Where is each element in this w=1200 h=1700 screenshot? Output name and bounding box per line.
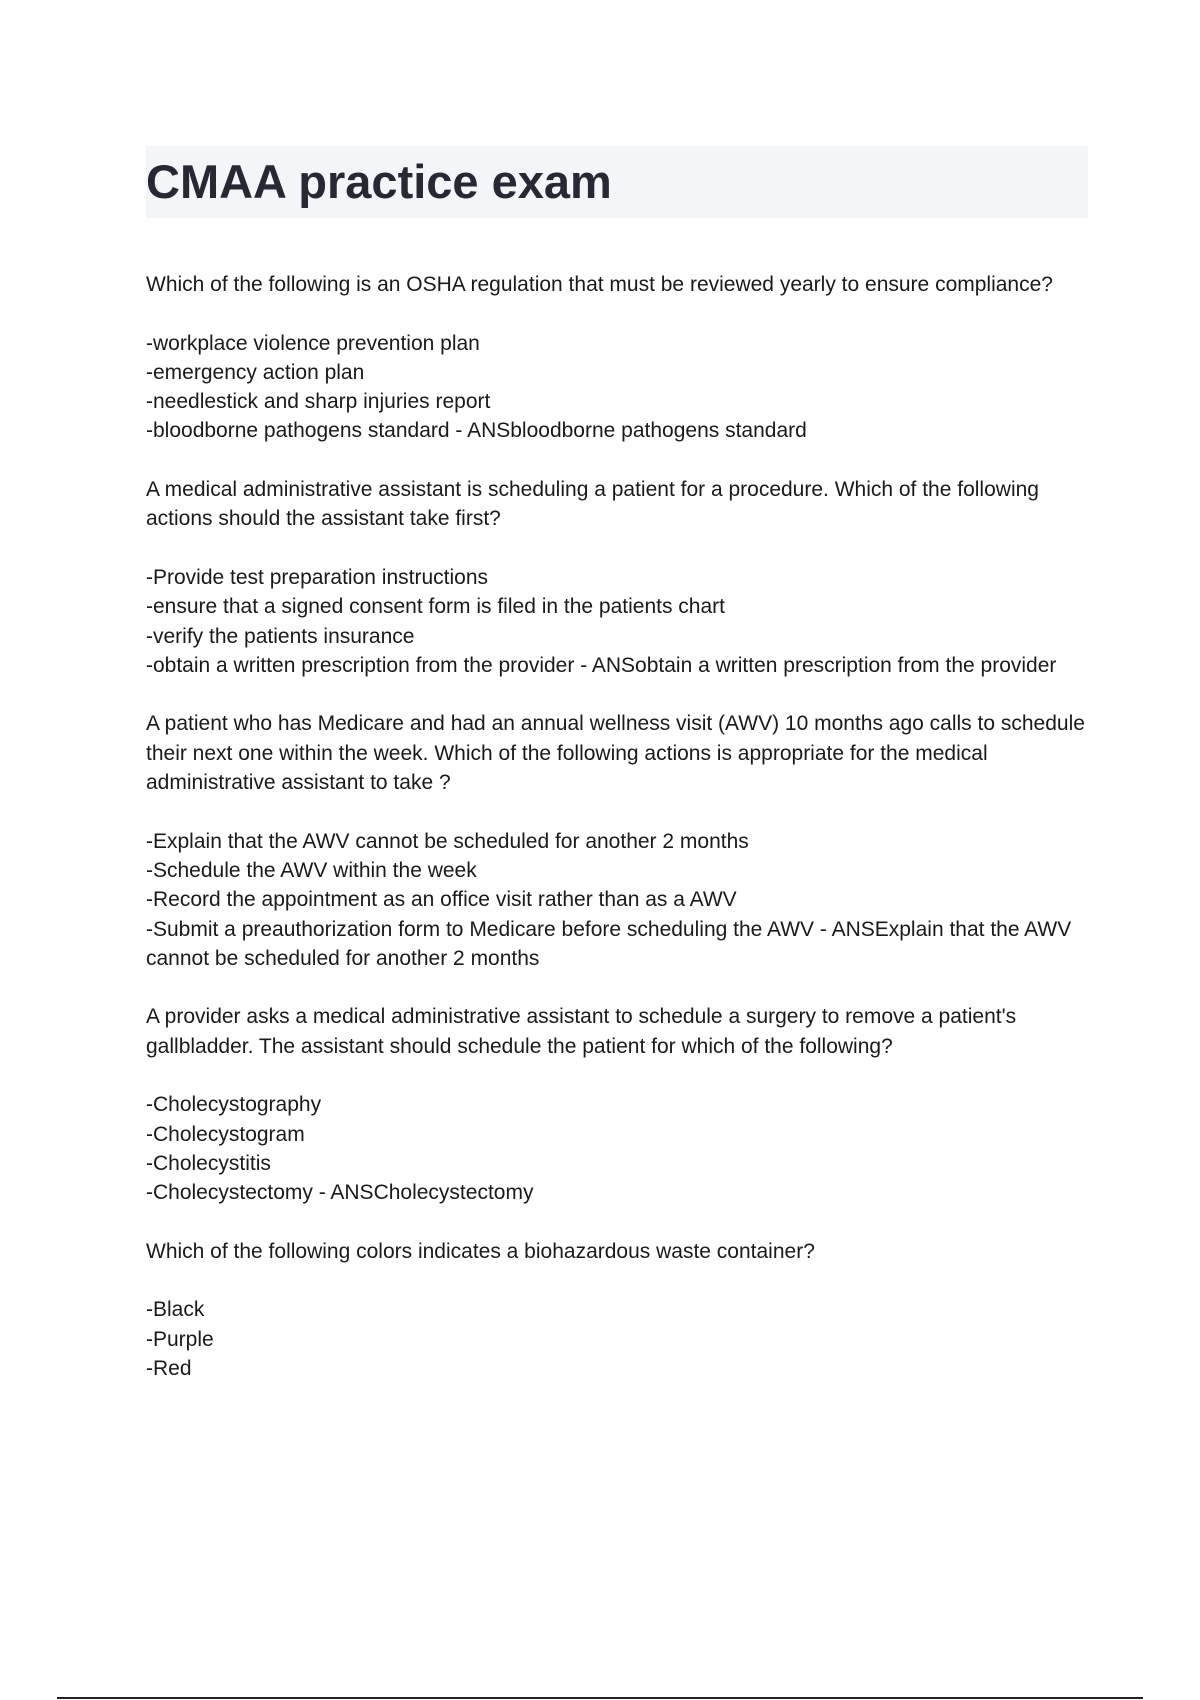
option-item-with-answer: -Cholecystectomy - ANSCholecystectomy	[146, 1181, 534, 1205]
option-item: -Black	[146, 1298, 205, 1322]
option-item-with-answer: -bloodborne pathogens standard - ANSbloodborne pathogens standard	[146, 419, 807, 443]
option-item: -Red	[146, 1356, 192, 1380]
option-item: -ensure that a signed consent form is filed in the patients chart	[146, 595, 725, 619]
option-item: -Purple	[146, 1327, 214, 1351]
question-2-options	[146, 563, 1088, 680]
document-body	[146, 270, 1088, 1413]
option-item: -emergency action plan	[146, 360, 365, 384]
option-item: -Explain that the AWV cannot be scheduled for another 2 months	[146, 829, 749, 853]
question-1-prompt: Which of the following is an OSHA regulation that must be reviewed yearly to ensure compliance?	[146, 273, 1053, 296]
title-banner	[146, 146, 1088, 218]
question-1-options	[146, 329, 1088, 446]
option-item: -Cholecystogram	[146, 1122, 305, 1146]
option-item-with-answer: -Submit a preauthorization form to Medicare before scheduling the AWV - ANSExplain that the AWV cannot be scheduled for another 2 months	[146, 917, 1072, 970]
page-title: CMAA practice exam	[146, 155, 612, 208]
question-4-prompt: A provider asks a medical administrative assistant to schedule a surgery to remove a patient's gallbladder. The assistant should schedule the patient for which of the following?	[146, 1005, 1017, 1058]
question-4-options	[146, 1090, 1088, 1207]
question-5-prompt: Which of the following colors indicates a biohazardous waste container?	[146, 1239, 815, 1263]
option-item: -Cholecystography	[146, 1093, 322, 1117]
option-item: -Schedule the AWV within the week	[146, 858, 477, 882]
option-item: -workplace violence prevention plan	[146, 331, 480, 355]
option-item: -Record the appointment as an office visit rather than as a AWV	[146, 888, 737, 912]
question-3-options	[146, 827, 1088, 973]
option-item: -verify the patients insurance	[146, 624, 415, 648]
option-item-with-answer: -obtain a written prescription from the provider - ANSobtain a written prescription from the provider	[146, 653, 1057, 677]
question-2-prompt: A medical administrative assistant is scheduling a patient for a procedure. Which of the following actions should the assistant take first?	[146, 478, 1039, 531]
page-bottom-divider	[57, 1697, 1143, 1699]
question-3-prompt: A patient who has Medicare and had an annual wellness visit (AWV) 10 months ago calls to schedule their next one within the week. Which of the following actions is appropriate for the medical administrative assistant to take ?	[146, 712, 1085, 795]
question-5-options	[146, 1295, 1088, 1383]
option-item: -Cholecystitis	[146, 1151, 271, 1175]
option-item: -Provide test preparation instructions	[146, 565, 488, 589]
option-item: -needlestick and sharp injuries report	[146, 390, 491, 414]
